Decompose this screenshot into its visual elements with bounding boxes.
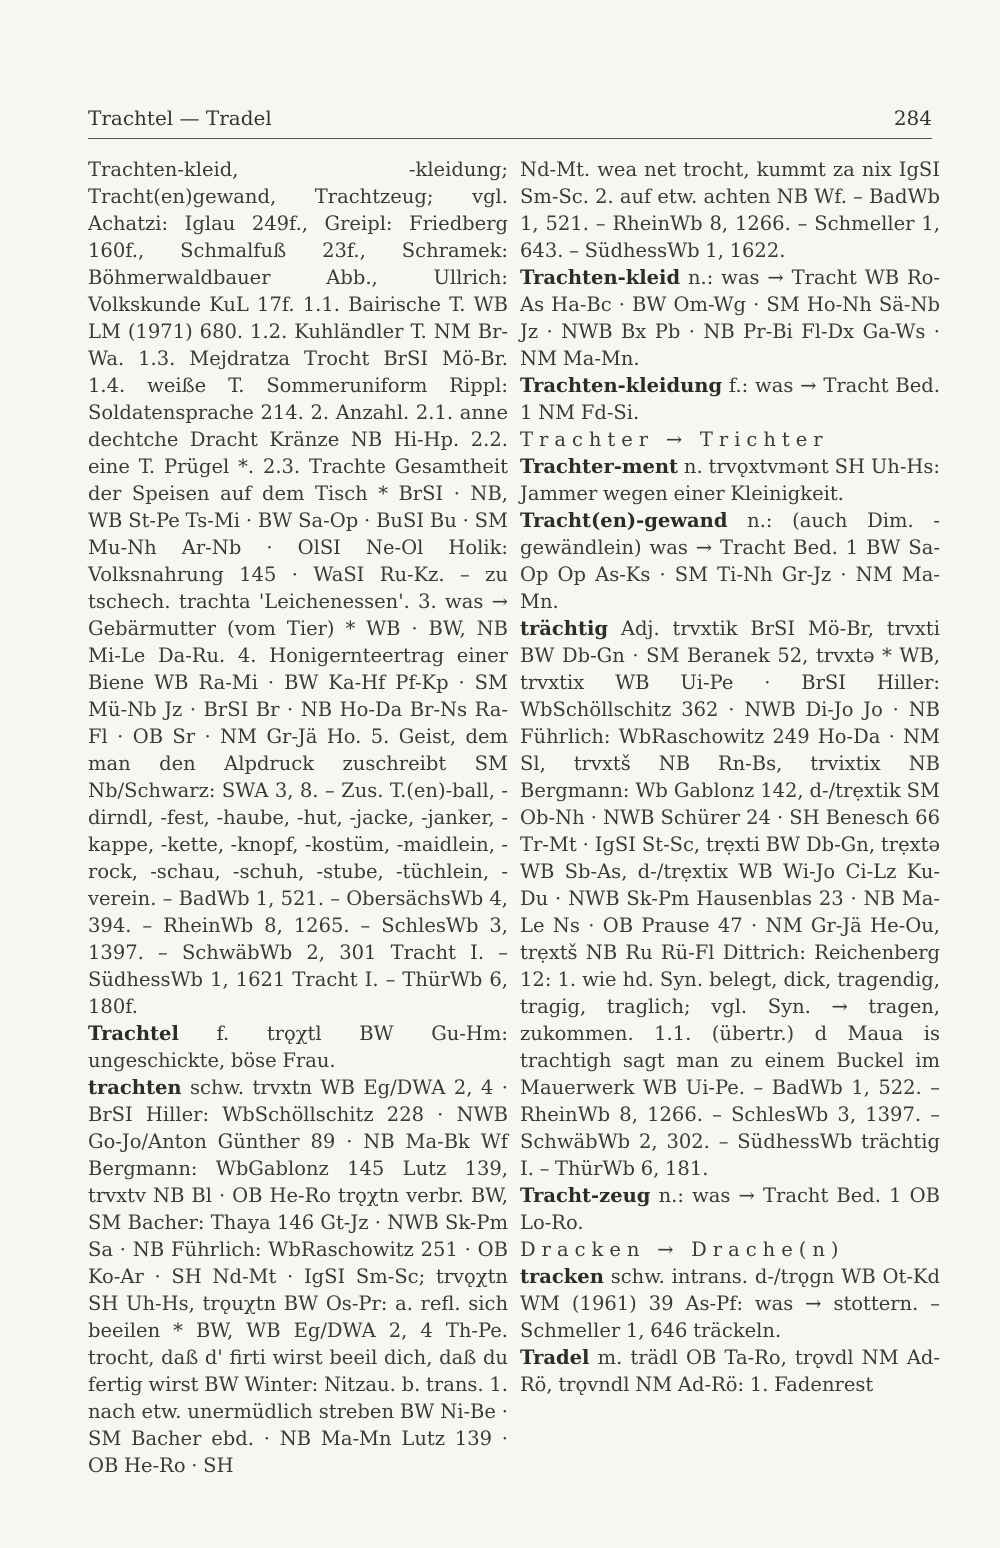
- entry-text: Nd-Mt. wea net trocht, kummt za nix IgSI Sm-Sc. 2. auf etw. achten NB Wf. – BadWb 1, 521. – RheinWb 8, 1266. – Schmeller 1, 643. – SüdhessWb 1, 1622.: [520, 158, 940, 262]
- entry-trachtel: [88, 1020, 508, 1074]
- entry-lemma: trachten: [88, 1076, 182, 1099]
- entry-lemma: trächtig: [520, 617, 609, 640]
- entry-text: n.: (auch Dim. -gewändlein) was → Tracht Bed. 1 BW Sa-Op Op As-Ks · SM Ti-Nh Gr-Jz · NM Ma-Mn.: [520, 509, 940, 613]
- left-column: [88, 156, 508, 1477]
- entry-tracken: [520, 1263, 940, 1344]
- entry-lemma: Tradel: [520, 1346, 590, 1369]
- entry-tracht-zeug: [520, 1182, 940, 1236]
- cross-reference-text: Dracken → Drache(n): [520, 1238, 845, 1261]
- entry-tradel: [520, 1344, 940, 1398]
- running-head-title: Trachtel — Tradel: [88, 106, 272, 130]
- entry-text: n. trvǫxtvmənt SH Uh-Hs: Jammer wegen einer Kleinigkeit.: [520, 455, 940, 505]
- entry-lemma: Tracht-zeug: [520, 1184, 651, 1207]
- cross-reference-dracken: [520, 1236, 940, 1263]
- entry-lemma: Trachter-ment: [520, 455, 679, 478]
- header-rule: [88, 138, 932, 139]
- entry-tracht-gewand: [520, 507, 940, 615]
- entry-text: n.: was → Tracht WB Ro-As Ha-Bc · BW Om-Wg · SM Ho-Nh Sä-Nb Jz · NWB Bx Pb · NB Pr-Bi Fl-Dx Ga-Ws · NM Ma-Mn.: [520, 266, 940, 370]
- entry-text: f.: was → Tracht Bed. 1 NM Fd-Si.: [520, 374, 940, 424]
- entry-text: n.: was → Tracht Bed. 1 OB Lo-Ro.: [520, 1184, 940, 1234]
- entry-tracht-continued: [88, 156, 508, 1020]
- cross-reference-text: Trachter → Trichter: [520, 428, 829, 451]
- entry-text: f. trǫχtl BW Gu-Hm: ungeschickte, böse Frau.: [88, 1022, 508, 1072]
- entry-lemma: Tracht(en)-gewand: [520, 509, 728, 532]
- entry-traechtig: [520, 615, 940, 1182]
- entry-lemma: Trachtel: [88, 1022, 179, 1045]
- entry-trachten-kleid: [520, 264, 940, 372]
- entry-trachten-continued: [520, 156, 940, 264]
- page-number: 284: [893, 106, 932, 130]
- entry-trachter-ment: [520, 453, 940, 507]
- entry-text: Trachten-kleid, -kleidung; Tracht(en)gewand, Trachtzeug; vgl. Achatzi: Iglau 249f., Greipl: Friedberg 160f., Schmalfuß 23f., Schramek: Böhmerwaldbauer Abb., Ullrich: Volkskunde KuL 17f. 1.1. Bairische T. WB LM (1971) 680. 1.2. Kuhländler T. NM Br-Wa. 1.3. Mejdratza Trocht BrSI Mö-Br. 1.4. weiße T. Sommeruniform Rippl: Soldatensprache 214. 2. Anzahl. 2.1. anne dechtche Dracht Kränze NB Hi-Hp. 2.2. eine T. Prügel *. 2.3. Trachte Gesamtheit der Speisen auf dem Tisch * BrSI · NB, WB St-Pe Ts-Mi · BW Sa-Op · BuSI Bu · SM Mu-Nh Ar-Nb · OlSI Ne-Ol Holik: Volksnahrung 145 · WaSI Ru-Kz. – zu tschech. trachta 'Leichenessen'. 3. was → Gebärmutter (vom Tier) * WB · BW, NB Mi-Le Da-Ru. 4. Honigernteertrag einer Biene WB Ra-Mi · BW Ka-Hf Pf-Kp · SM Mü-Nb Jz · BrSI Br · NB Ho-Da Br-Ns Ra-Fl · OB Sr · NM Gr-Jä Ho. 5. Geist, dem man den Alpdruck zuschreibt SM Nb/Schwarz: SWA 3, 8. – Zus. T.(en)-ball, -dirndl, -fest, -haube, -hut, -jacke, -janker, -kappe, -kette, -knopf, -kostüm, -maidlein, -rock, -schau, -schuh, -stube, -tüchlein, -verein. – BadWb 1, 521. – ObersächsWb 4, 394. – RheinWb 8, 1265. – SchlesWb 3, 1397. – SchwäbWb 2, 301 Tracht I. – SüdhessWb 1, 1621 Tracht I. – ThürWb 6, 180f.: [88, 158, 508, 1018]
- entry-lemma: tracken: [520, 1265, 604, 1288]
- entry-text: Adj. trvxtik BrSI Mö-Br, trvxti BW Db-Gn · SM Beranek 52, trvxtə * WB, trvxtix WB Ui-Pe · BrSI Hiller: WbSchöllschitz 362 · NWB Di-Jo Jo · NB Führlich: WbRaschowitz 249 Ho-Da · NM Sl, trvxtš NB Rn-Bs, trvixtix NB Bergmann: Wb Gablonz 142, d-/trẹxtik SM Ob-Nh · NWB Schürer 24 · SH Benesch 66 Tr-Mt · IgSI St-Sc, trẹxti BW Db-Gn, trẹxtə WB Sb-As, d-/trẹxtix WB Wi-Jo Ci-Lz Ku-Du · NWB Sk-Pm Hausenblas 23 · NB Ma-Le Ns · OB Prause 47 · NM Gr-Jä He-Ou, trẹxtš NB Ru Rü-Fl Dittrich: Reichenberg 12: 1. wie hd. Syn. belegt, dick, tragendig, tragig, traglich; vgl. Syn. → tragen, zukommen. 1.1. (übertr.) d Maua is trachtigh sagt man zu einem Buckel im Mauerwerk WB Ui-Pe. – BadWb 1, 522. – RheinWb 8, 1266. – SchlesWb 3, 1397. – SchwäbWb 2, 302. – SüdhessWb trächtig I. – ThürWb 6, 181.: [520, 617, 940, 1180]
- entry-lemma: Trachten-kleidung: [520, 374, 723, 397]
- entry-text: schw. intrans. d-/trǫgn WB Ot-Kd WM (1961) 39 As-Pf: was → stottern. – Schmeller 1, 646 träckeln.: [520, 1265, 940, 1342]
- entry-trachten: [88, 1074, 508, 1479]
- entry-text: schw. trvxtn WB Eg/DWA 2, 4 · BrSI Hiller: WbSchöllschitz 228 · NWB Go-Jo/Anton Günther 89 · NB Ma-Bk Wf Bergmann: WbGablonz 145 Lutz 139, trvxtv NB Bl · OB He-Ro trǫχtn verbr. BW, SM Bacher: Thaya 146 Gt-Jz · NWB Sk-Pm Sa · NB Führlich: WbRaschowitz 251 · OB Ko-Ar · SH Nd-Mt · IgSI Sm-Sc; trvǫχtn SH Uh-Hs, trǫuχtn BW Os-Pr: a. refl. sich beeilen * BW, WB Eg/DWA 2, 4 Th-Pe. trocht, daß d' firti wirst beeil dich, daß du fertig wirst BW Winter: Nitzau. b. trans. 1. nach etw. unermüdlich streben BW Ni-Be · SM Bacher ebd. · NB Ma-Mn Lutz 139 · OB He-Ro · SH: [88, 1076, 508, 1477]
- entry-lemma: Trachten-kleid: [520, 266, 681, 289]
- entry-trachten-kleidung: [520, 372, 940, 426]
- right-column: [520, 156, 940, 1456]
- cross-reference-trachter: [520, 426, 940, 453]
- entry-text: m. trädl OB Ta-Ro, trǫvdl NM Ad-Rö, trǫvndl NM Ad-Rö: 1. Fadenrest: [520, 1346, 940, 1396]
- running-head: [88, 106, 932, 140]
